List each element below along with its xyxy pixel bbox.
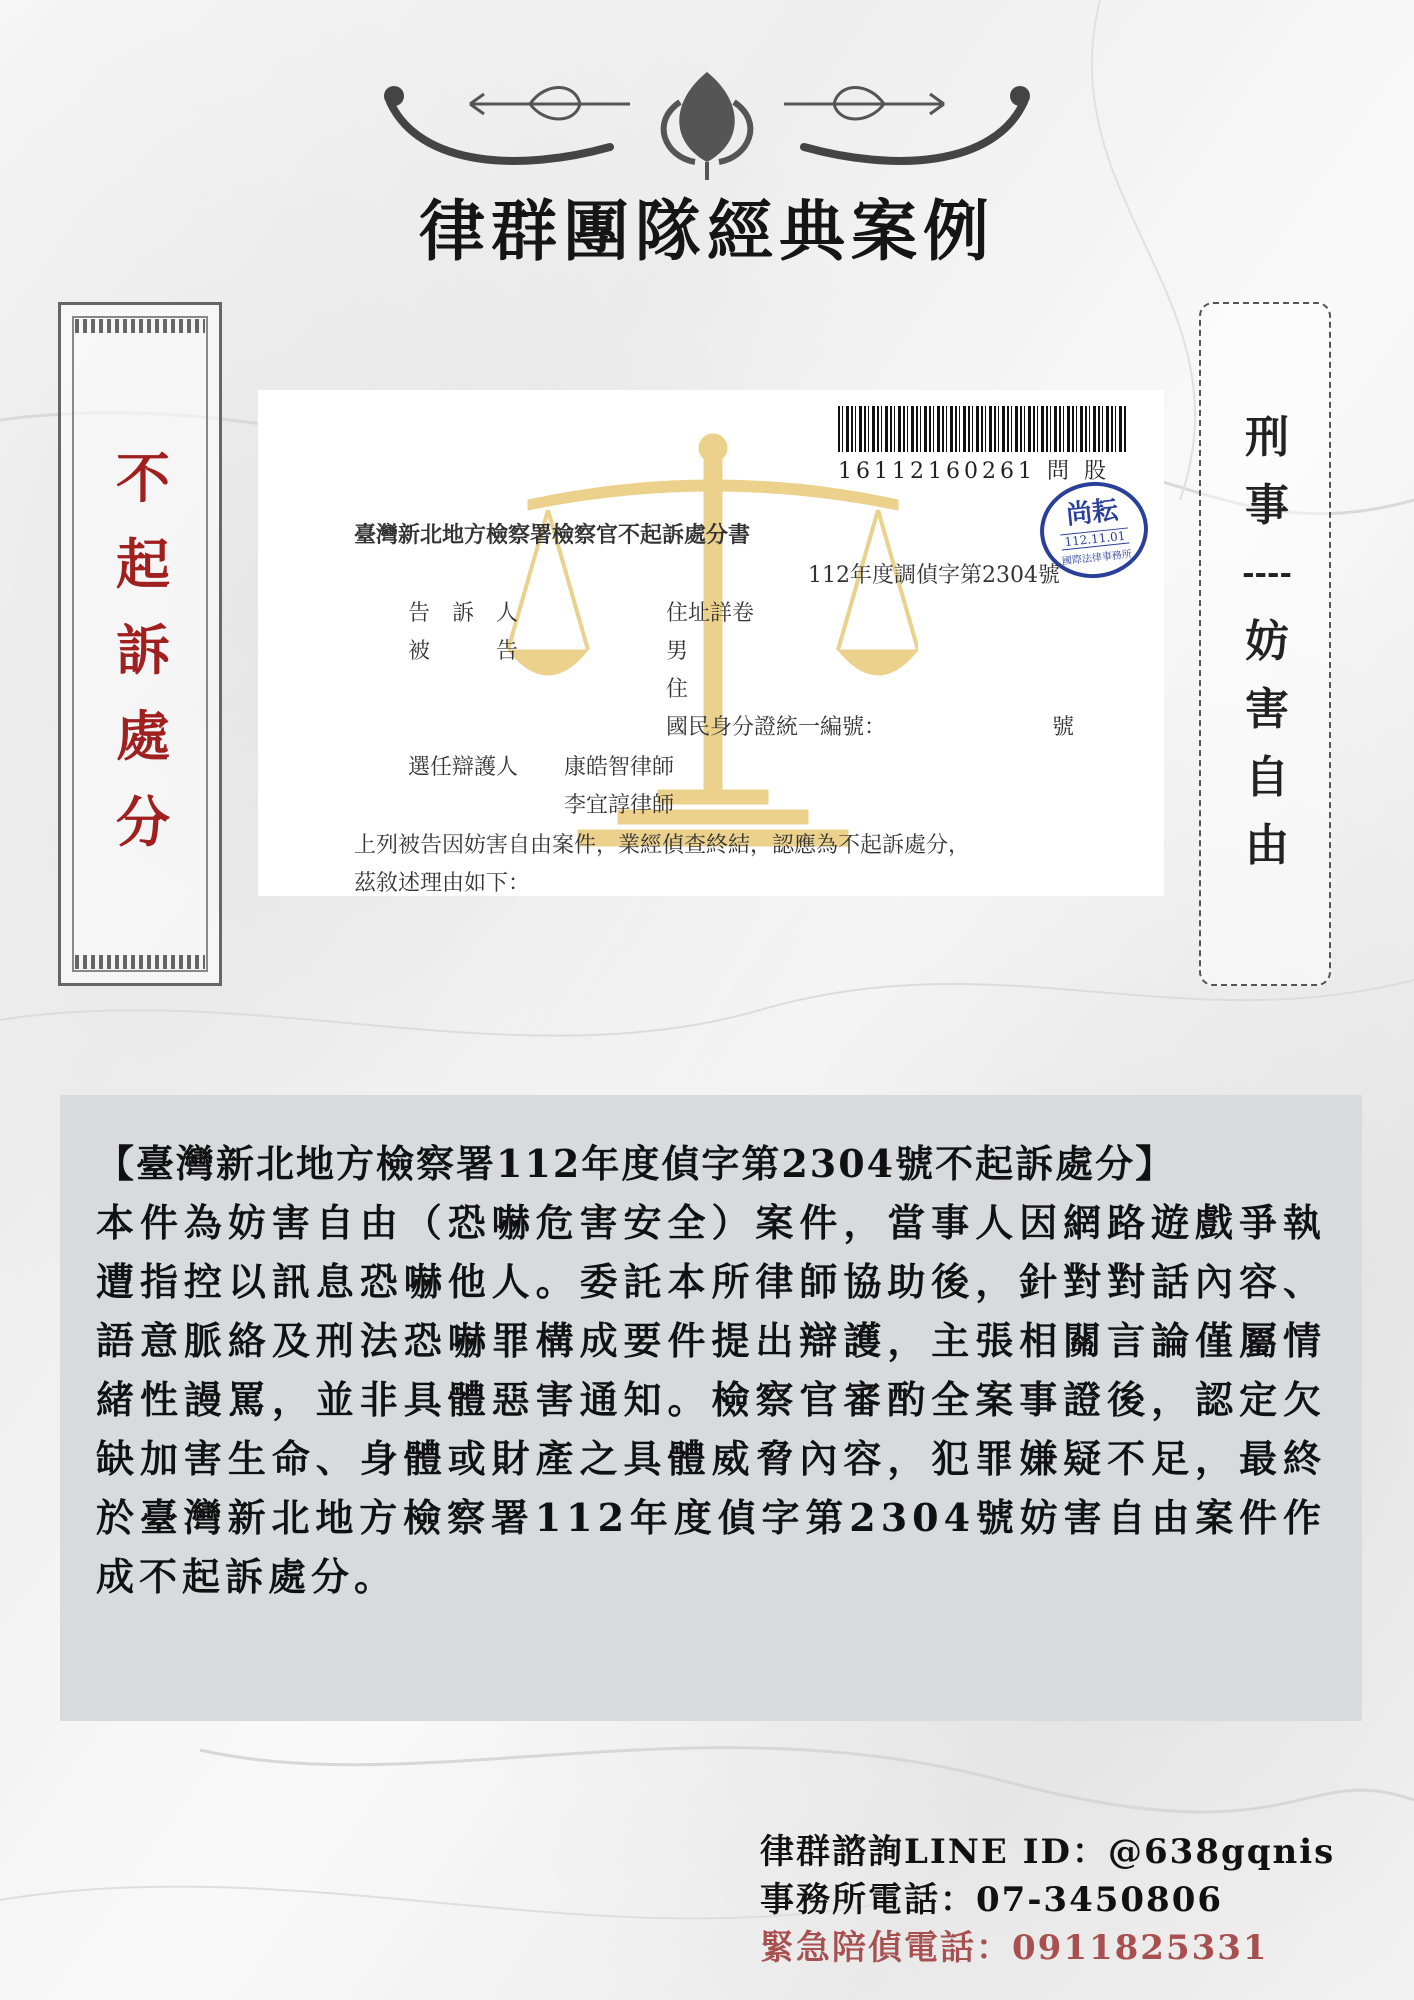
case-number: 112年度調偵字第2304號 bbox=[808, 563, 1060, 588]
case-summary-box bbox=[60, 1095, 1362, 1721]
defendant-address-label: 住 bbox=[666, 677, 689, 702]
barcode-number bbox=[838, 454, 1110, 485]
defendant-gender: 男 bbox=[666, 639, 689, 664]
category-char: 刑 bbox=[1245, 412, 1289, 463]
frame-band-bottom bbox=[75, 955, 205, 969]
office-phone: 事務所電話：07-3450806 bbox=[760, 1880, 1224, 1920]
emergency-phone: 緊急陪偵電話：0911825331 bbox=[760, 1928, 1269, 1968]
complainant-label: 告 訴 人 bbox=[408, 601, 519, 626]
complainant-value: 住址詳卷 bbox=[666, 601, 755, 626]
stamp-name: 尚耘 bbox=[1064, 495, 1120, 531]
document-title: 臺灣新北地方檢察署檢察官不起訴處分書 bbox=[354, 522, 751, 548]
label-char: 起 bbox=[116, 532, 170, 596]
page-title: 律群團隊經典案例 bbox=[419, 192, 995, 270]
label-char: 處 bbox=[116, 704, 170, 768]
category-char: 事 bbox=[1245, 480, 1289, 531]
label-char: 分 bbox=[116, 790, 170, 854]
defense-label: 選任辯護人 bbox=[408, 755, 519, 780]
statement-line-1: 上列被告因妨害自由案件，業經偵查終結，認應為不起訴處分， bbox=[354, 833, 971, 858]
frame-band-top bbox=[75, 319, 205, 333]
summary-body: 本件為妨害自由（恐嚇危害安全）案件，當事人因網路遊戲爭執遭指控以訊息恐嚇他人。委託本所律師協助後，針對對話內容、語意脈絡及刑法恐嚇罪構成要件提出辯護，主張相關言論僅屬情緒性謾罵，並非具體惡害通知。檢察官審酌全案事證後，認定欠缺加害生命、身體或財產之具體威脅內容，犯罪嫌疑不足，最終於臺灣新北地方檢察署112年度偵字第2304號妨害自由案件作成不起訴處分。 bbox=[96, 1200, 1326, 1599]
category-char: 自 bbox=[1245, 752, 1289, 803]
summary-heading: 【臺灣新北地方檢察署112年度偵字第2304號不起訴處分】 bbox=[96, 1141, 1176, 1186]
defendant-label: 被 告 bbox=[408, 639, 519, 664]
barcode-suffix: 問 股 bbox=[1046, 459, 1110, 484]
document-scan bbox=[258, 390, 1164, 896]
barcode-digits: 16112160261 bbox=[838, 459, 1036, 484]
barcode bbox=[838, 406, 1126, 452]
label-char: 不 bbox=[116, 446, 170, 510]
stamp-date: 112.11.01 bbox=[1060, 527, 1129, 550]
lawyer-2: 李宜諄律師 bbox=[564, 793, 675, 818]
category-char: 害 bbox=[1245, 684, 1289, 735]
vertical-label-category bbox=[1201, 404, 1333, 880]
header-ornament bbox=[380, 72, 1034, 182]
vertical-label-non-prosecution bbox=[61, 435, 225, 865]
id-suffix: 號 bbox=[1052, 715, 1075, 740]
justice-scale-watermark bbox=[508, 430, 918, 850]
contact-info bbox=[760, 1828, 1335, 1972]
left-label-frame bbox=[58, 302, 222, 986]
category-char: 妨 bbox=[1245, 616, 1289, 667]
id-label: 國民身分證統一編號： bbox=[666, 715, 887, 740]
lawyer-1: 康皓智律師 bbox=[564, 755, 675, 780]
label-char: 訴 bbox=[116, 618, 170, 682]
right-category-panel bbox=[1199, 302, 1331, 986]
line-id: 律群諮詢LINE ID：@638gqnis bbox=[760, 1832, 1336, 1872]
category-char: 由 bbox=[1245, 820, 1289, 871]
stamp-org: 國際法律事務所 bbox=[1061, 549, 1133, 568]
category-separator: ---- bbox=[1242, 556, 1292, 591]
statement-line-2: 茲敘述理由如下： bbox=[354, 871, 531, 896]
